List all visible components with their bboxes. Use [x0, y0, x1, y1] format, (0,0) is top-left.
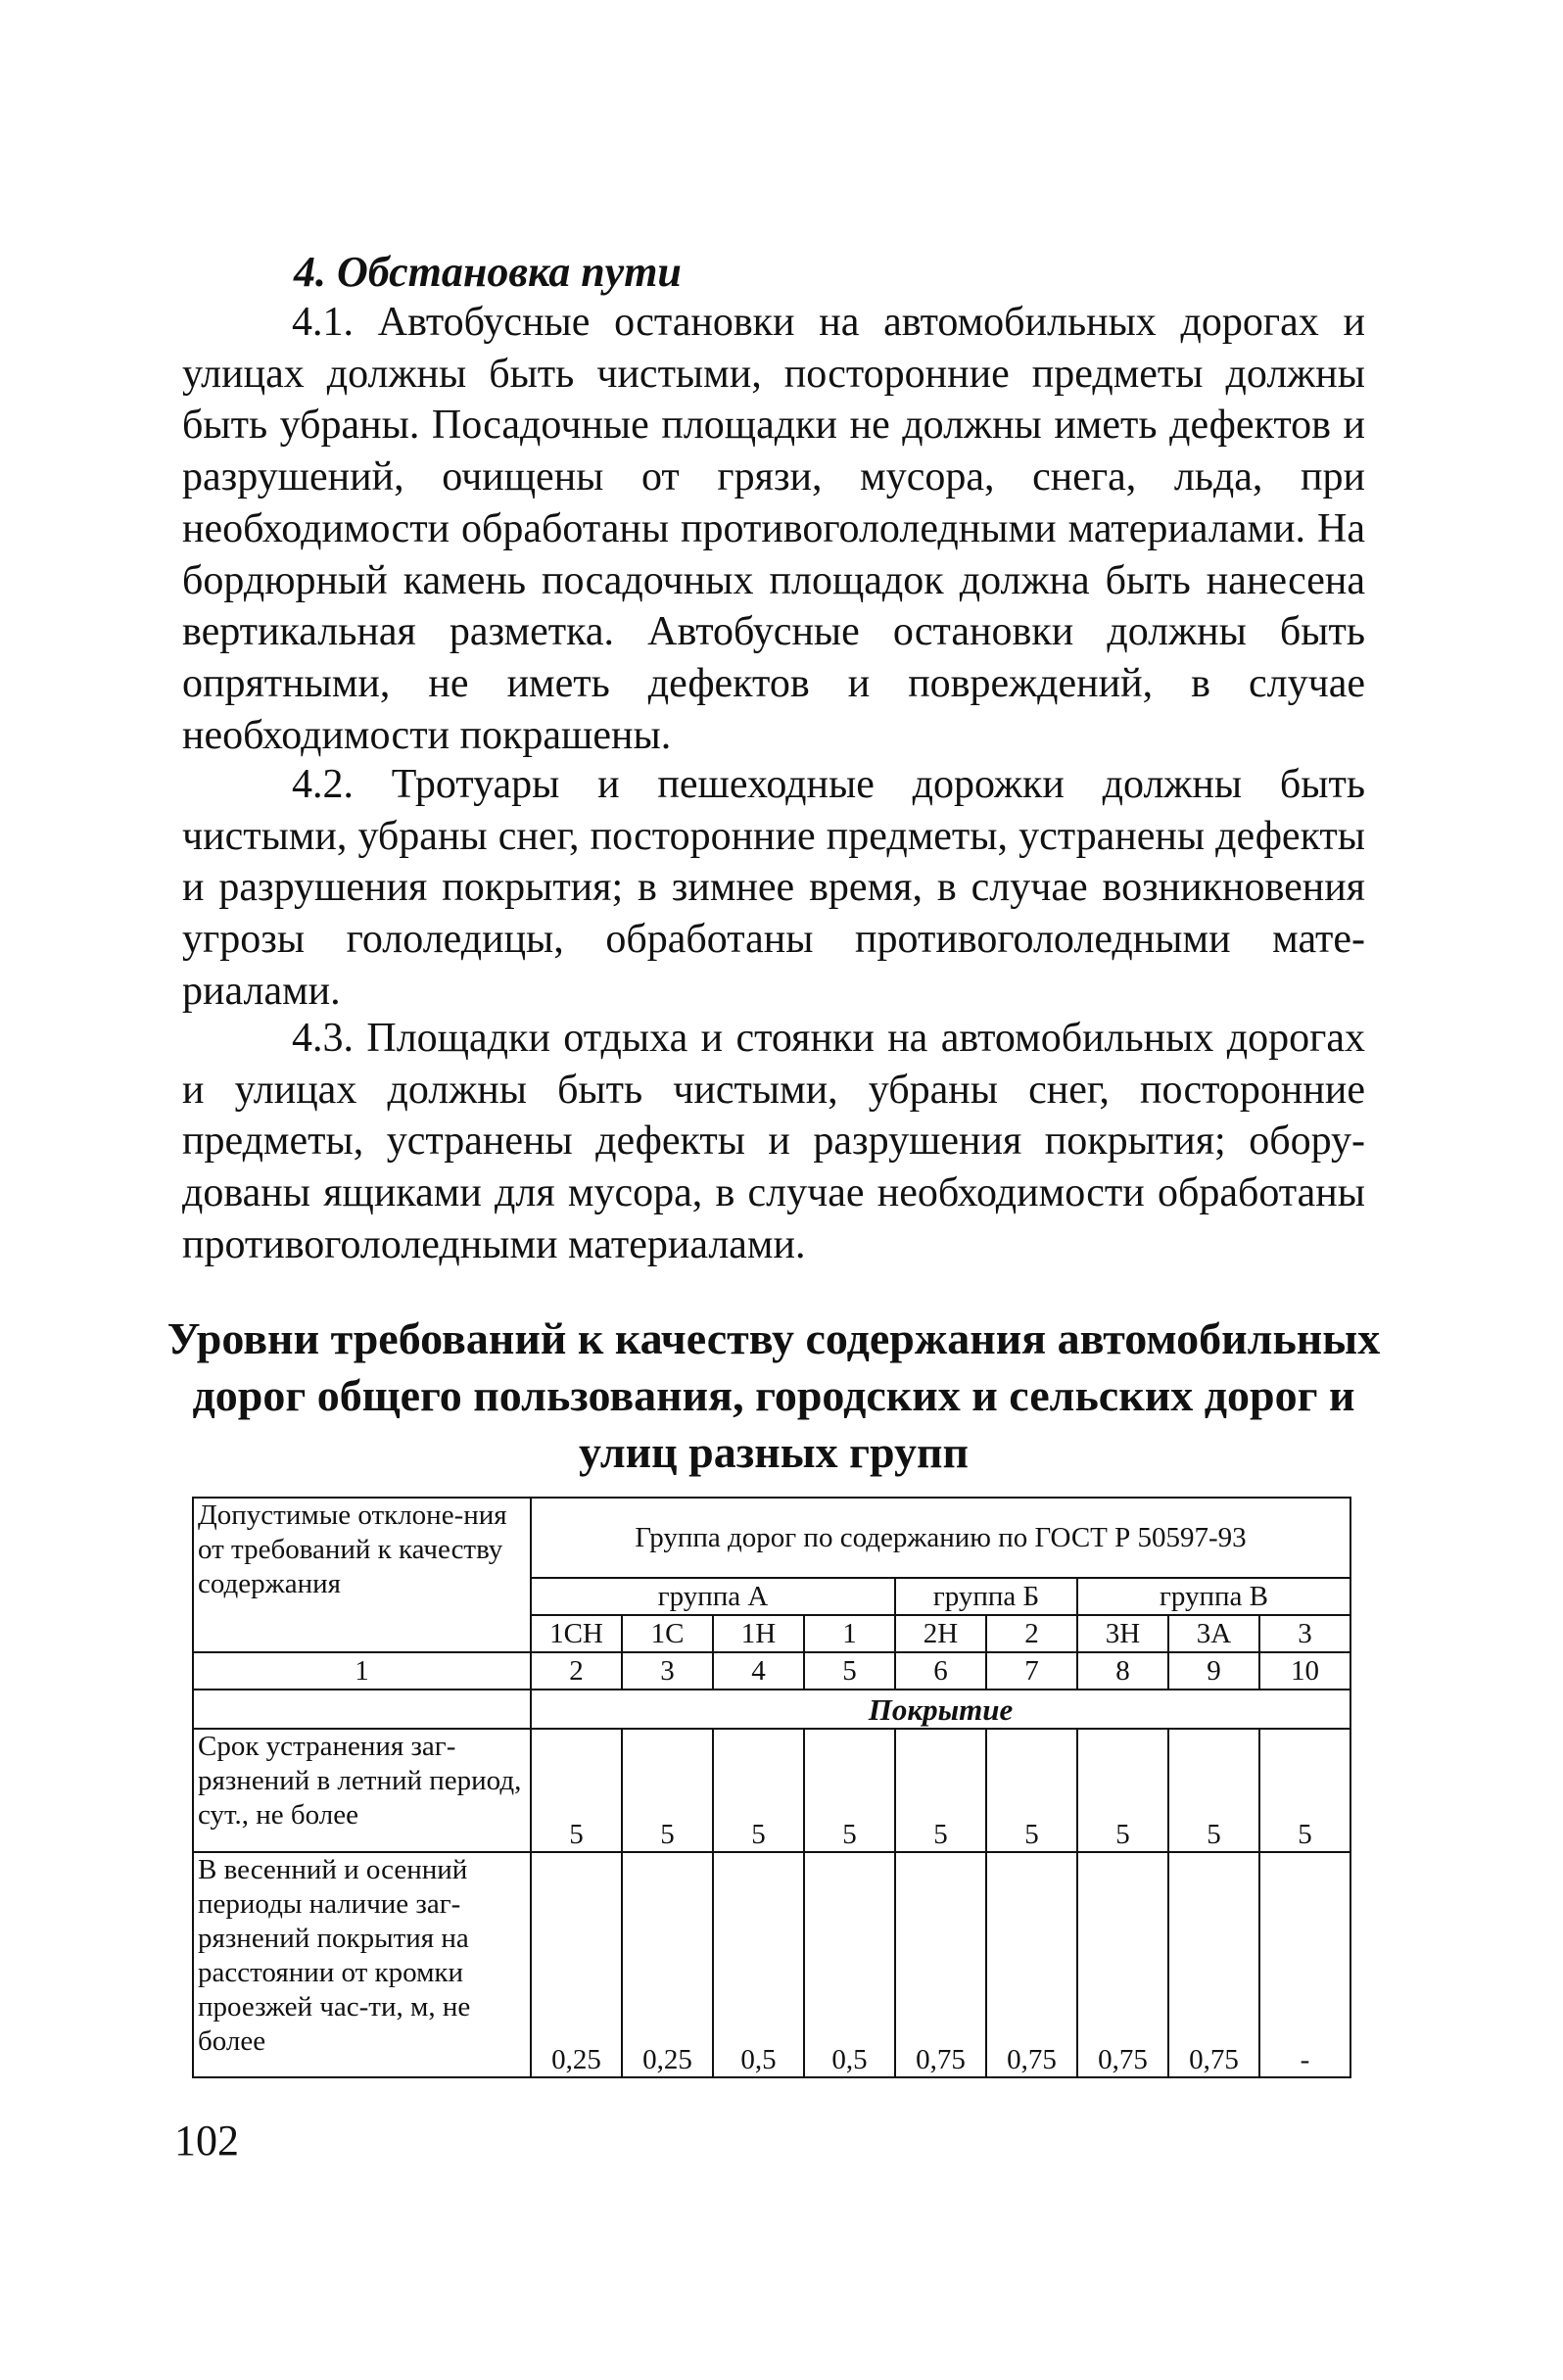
value-cell: 0,75 [1077, 1852, 1168, 2077]
code-cell: 1Н [713, 1615, 804, 1652]
column-number-cell: 10 [1259, 1652, 1350, 1690]
requirements-table [192, 1497, 1351, 2078]
value-cell: 0,75 [895, 1852, 986, 2077]
value-cell: 5 [895, 1729, 986, 1852]
code-cell: 1 [804, 1615, 895, 1652]
value-cell: 0,5 [804, 1852, 895, 2077]
subsection-cell: Покрытие [531, 1690, 1350, 1729]
page-number: 102 [174, 2117, 239, 2165]
code-cell: 1С [622, 1615, 713, 1652]
value-cell: 0,75 [1168, 1852, 1259, 2077]
column-number-cell: 7 [986, 1652, 1077, 1690]
value-cell: 0,25 [531, 1852, 622, 2077]
code-cell: 1СН [531, 1615, 622, 1652]
group-v-cell: группа В [1077, 1578, 1350, 1615]
value-cell: 5 [1168, 1729, 1259, 1852]
code-cell: 2Н [895, 1615, 986, 1652]
head-label-cell: Допустимые отклоне-ния от требований к качеству содержания [193, 1498, 531, 1652]
column-number-cell: 2 [531, 1652, 622, 1690]
value-cell: 0,5 [713, 1852, 804, 2077]
value-cell: - [1259, 1852, 1350, 2077]
value-cell: 0,75 [986, 1852, 1077, 2077]
group-a-cell: группа А [531, 1578, 895, 1615]
value-cell: 5 [713, 1729, 804, 1852]
column-number-cell: 9 [1168, 1652, 1259, 1690]
table-title: Уровни требований к качеству содержания автомобильных дорог общего пользования, городских и сельских дорог и улиц разных групп [166, 1313, 1381, 1477]
value-cell: 5 [1259, 1729, 1350, 1852]
column-number-cell: 3 [622, 1652, 713, 1690]
row-label-cell: Срок устранения заг-рязнений в летний период, сут., не более [193, 1729, 531, 1852]
paragraph-4-2: 4.2. Тротуары и пешеходные дорожки должны быть чистыми, убраны снег, посторонние предметы, устранены дефекты и разрушения покрытия; в зимнее время, в случае возникновения угрозы гололедицы, обработаны противогололедными мате-риалами. [182, 762, 1365, 1014]
value-cell: 5 [986, 1729, 1077, 1852]
value-cell: 5 [531, 1729, 622, 1852]
column-number-cell: 4 [713, 1652, 804, 1690]
column-number-cell: 6 [895, 1652, 986, 1690]
value-cell: 5 [1077, 1729, 1168, 1852]
value-cell: 5 [804, 1729, 895, 1852]
value-cell: 0,25 [622, 1852, 713, 2077]
code-cell: 3А [1168, 1615, 1259, 1652]
code-cell: 3 [1259, 1615, 1350, 1652]
column-number-cell: 1 [193, 1652, 531, 1690]
row-label-cell: В весенний и осенний периоды наличие заг-рязнений покрытия на расстоянии от кромки проезжей час-ти, м, не более [193, 1852, 531, 2077]
column-number-cell: 5 [804, 1652, 895, 1690]
code-cell: 2 [986, 1615, 1077, 1652]
group-b-cell: группа Б [895, 1578, 1077, 1615]
empty-cell [193, 1690, 531, 1729]
section-heading: 4. Обстановка пути [294, 248, 682, 296]
group-header-cell: Группа дорог по содержанию по ГОСТ Р 50597-93 [531, 1498, 1350, 1578]
table-row [193, 1852, 1350, 2077]
table-row [193, 1729, 1350, 1852]
code-cell: 3Н [1077, 1615, 1168, 1652]
value-cell: 5 [622, 1729, 713, 1852]
column-number-cell: 8 [1077, 1652, 1168, 1690]
paragraph-4-1: 4.1. Автобусные остановки на автомобильных дорогах и улицах должны быть чистыми, посторонние предметы должны быть убраны. Посадочные площадки не должны иметь дефектов и разрушений, очищены от грязи, мусора, снега, льда, при необходимости обработаны противогололедными материалами. На бордюрный камень посадочных площадок должна быть нанесена вертикальная разметка. Автобусные остановки должны быть опрятными, не иметь дефектов и повреждений, в случае необходимости покрашены. [182, 300, 1365, 758]
paragraph-4-3: 4.3. Площадки отдыха и стоянки на автомобильных дорогах и улицах должны быть чистыми, убраны снег, посторонние предметы, устранены дефекты и разрушения покрытия; обору-дованы ящиками для мусора, в случае необходимости обработаны противогололедными материалами. [182, 1016, 1365, 1267]
